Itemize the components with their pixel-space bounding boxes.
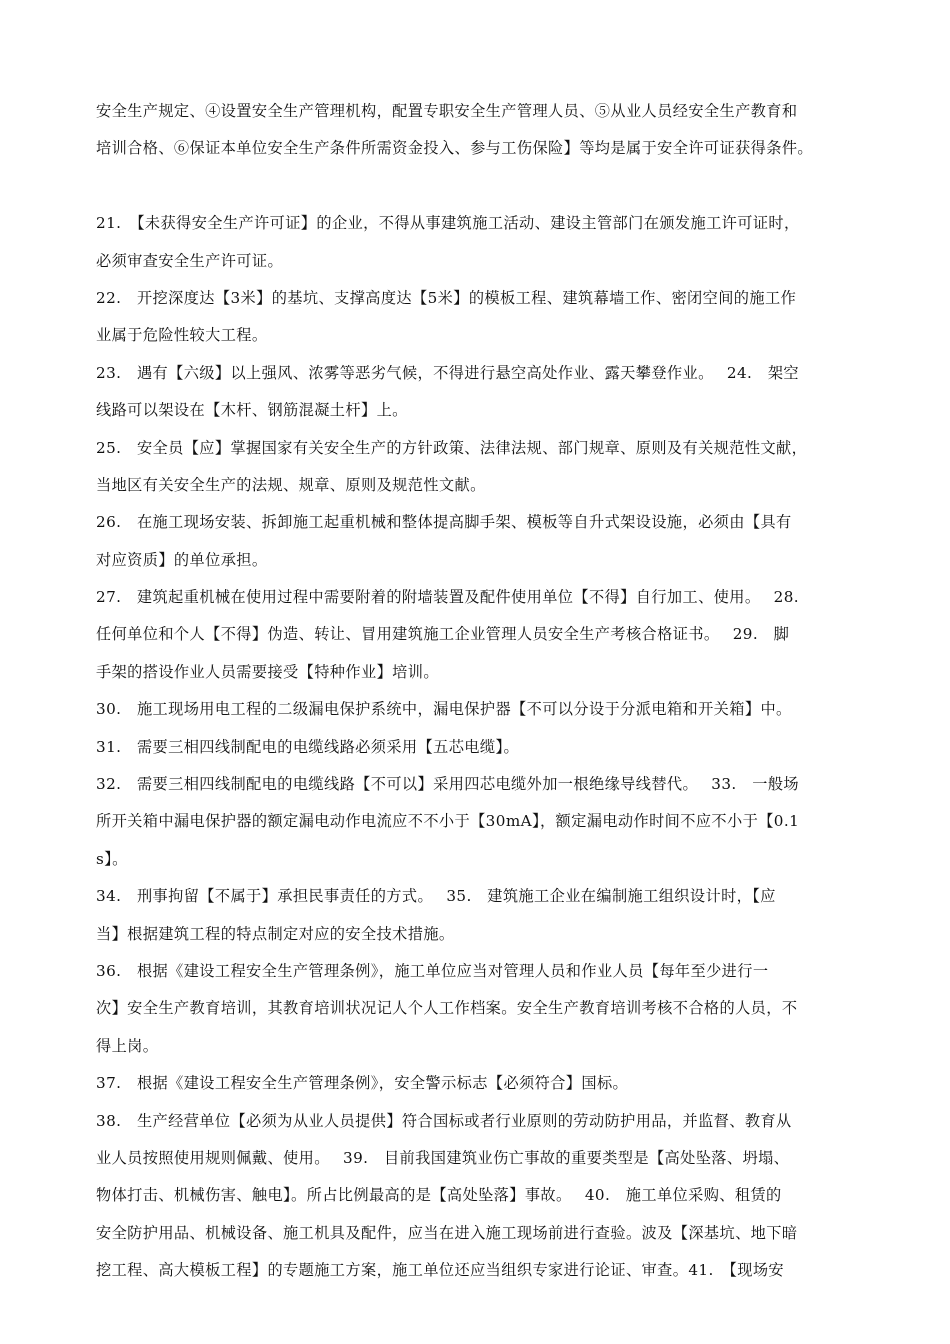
text-line: 业人员按照使用规则佩戴、使用。 39. 目前我国建筑业伤亡事故的重要类型是【高处坠落、坍塌、	[96, 1148, 790, 1167]
text-line: 手架的搭设作业人员需要接受【特种作业】培训。	[96, 662, 439, 681]
text-line: 所开关箱中漏电保护器的额定漏电动作电流应不不小于【30mA】，额定漏电动作时间不应不小于【0.1	[96, 812, 800, 831]
document-body	[96, 93, 866, 1290]
text-line: 25. 安全员【应】掌握国家有关安全生产的方针政策、法律法规、部门规章、原则及有关规范性文献，	[96, 438, 808, 457]
text-line: 得上岗。	[96, 1036, 159, 1055]
text-line: 物体打击、机械伤害、触电】。所占比例最高的是【高处坠落】事故。 40. 施工单位采购、租赁的	[96, 1186, 782, 1205]
text-line: 27. 建筑起重机械在使用过程中需要附着的附墙装置及配件使用单位【不得】自行加工、使用。 28.	[96, 588, 800, 607]
text-line: 22. 开挖深度达【3米】的基坑、支撑高度达【5米】的模板工程、建筑幕墙工作、密闭空间的施工作	[96, 288, 797, 307]
text-line: 当地区有关安全生产的法规、规章、原则及规范性文献。	[96, 475, 486, 494]
text-line: 培训合格、⑥保证本单位安全生产条件所需资金投入、参与工伤保险】等均是属于安全许可证获得条件。	[96, 139, 814, 158]
text-line: 34. 刑事拘留【不属于】承担民事责任的方式。 35. 建筑施工企业在编制施工组织设计时，【应	[96, 887, 776, 906]
text-line: 线路可以架设在【木杆、钢筋混凝土杆】上。	[96, 401, 408, 420]
text-line: 安全生产规定、④设置安全生产管理机构，配置专职安全生产管理人员、⑤从业人员经安全生产教育和	[96, 102, 798, 120]
text-line: 26. 在施工现场安装、拆卸施工起重机械和整体提高脚手架、模板等自升式架设设施，必须由【具有	[96, 513, 792, 532]
text-line: 业属于危险性较大工程。	[96, 326, 268, 345]
text-line: 任何单位和个人【不得】伪造、转让、冒用建筑施工企业管理人员安全生产考核合格证书。 29. 脚	[96, 625, 790, 644]
text-line: 31. 需要三相四线制配电的电缆线路必须采用【五芯电缆】。	[96, 737, 520, 756]
text-line: 挖工程、高大模板工程】的专题施工方案，施工单位还应当组织专家进行论证、审查。41. 【现场安	[96, 1261, 785, 1280]
text-line: 37. 根据《建设工程安全生产管理条例》，安全警示标志【必须符合】国标。	[96, 1074, 629, 1093]
text-line: 21. 【未获得安全生产许可证】的企业，不得从事建筑施工活动、建设主管部门在颁发施工许可证时，	[96, 214, 800, 233]
text-line: 次】安全生产教育培训，其教育培训状况记人个人工作档案。安全生产教育培训考核不合格的人员，不	[96, 999, 798, 1018]
text-line: 32. 需要三相四线制配电的电缆线路【不可以】采用四芯电缆外加一根绝缘导线替代。 33. 一般场	[96, 775, 800, 794]
text-line: 必须审查安全生产许可证。	[96, 251, 284, 270]
text-line: 当】根据建筑工程的特点制定对应的安全技术措施。	[96, 924, 455, 943]
text-line: 23. 遇有【六级】以上强风、浓雾等恶劣气候，不得进行悬空高处作业、露天攀登作业。 24. 架空	[96, 363, 800, 382]
text-line: 安全防护用品、机械设备、施工机具及配件，应当在进入施工现场前进行查验。波及【深基坑、地下暗	[96, 1223, 798, 1242]
text-line: 38. 生产经营单位【必须为从业人员提供】符合国标或者行业原则的劳动防护用品，并监督、教育从	[96, 1111, 792, 1130]
text-line: 对应资质】的单位承担。	[96, 550, 268, 569]
text-line: 30. 施工现场用电工程的二级漏电保护系统中，漏电保护器【不可以分设于分派电箱和开关箱】中。	[96, 700, 792, 719]
paragraph-spacer	[96, 168, 866, 205]
text-line: 36. 根据《建设工程安全生产管理条例》，施工单位应当对管理人员和作业人员【每年至少进行一	[96, 961, 769, 980]
text-line: s】。	[96, 849, 128, 868]
